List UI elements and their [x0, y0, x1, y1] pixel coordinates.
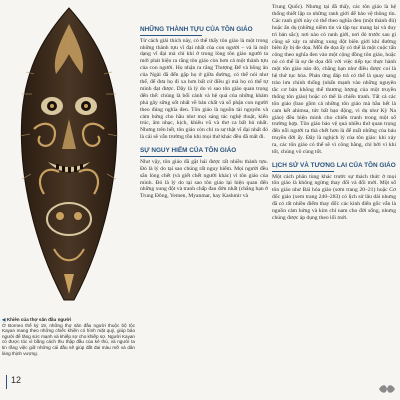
section-paragraph: Từ cách giải thích này, có thể thấy tôn giáo là một trong những thành tựu vĩ đại nhất của con người – và là một dạng vĩ đại mà chỉ khi ở trong lòng tôn giáo người ta mới phát hiện ra rằng tôn giáo còn hơn cả một thành tựu của con người. Họ nhận ra rằng Thượng Đế và hồng ân của Ngài đã đến gặp họ ở giữa đường, có thể nói như thế, để đưa họ đi xa hơn bất cứ điều gì mà họ có thể tự mình đạt được. Dây là lý do vì sao tôn giáo quan trọng đến thế: chúng là bối cảnh và hệ quả của những khám phá gây sững sốt nhất về bản chất và số phận con người theo đúng nghĩa đen. Tôn giáo là nguồn tài nguyên và cảm hứng cho hầu như mọi sáng tác nghệ thuật, kiến trúc, âm nhạc, kịch, khiêu vũ và thơ ca bất hủ nhất. Nhưng trên hết, tôn giáo còn chỉ ra sự thật vĩ đại nhất đó là cái sẽ vẫn trường tồn khi mọi thứ khác đều đã mất đi. — [140, 37, 268, 141]
section-heading: SỰ NGUY HIỂM CỦA TÔN GIÁO — [140, 147, 237, 155]
page-number: 12 — [6, 375, 31, 389]
heading-rule — [140, 35, 202, 36]
heading-rule — [272, 171, 334, 172]
column-right — [272, 4, 396, 222]
section-paragraph: Một cách phân tùng khác trước sự thách thức ở mọi tôn giáo là không ngừng thay đổi và đổi mới. Một số tôn giáo như Bái hỏa giáo (sơm trang 20–21) hoặc Cơ đốc giáo (xem trang 240–283) có lịch sử lâu dài nhưng đã có rất nhiều điểm thay đổi: các kinh điển gốc vẫn là nguồn cảm hứng và kim chỉ nam cho đời sống, nhưng chúng được áp dụng theo lối mới. — [272, 173, 396, 221]
column-left — [140, 26, 268, 200]
section-heading: NHỮNG THÀNH TỰU CỦA TÔN GIÁO — [140, 26, 253, 33]
section-paragraph: Như vậy, tôn giáo đã gặt hái được rất nhiều thành tựu. Đó là lý do tại sao chúng rất nguy hiểm. Mọi người đều sẵn lòng chết (và giết chết người khác) vì tôn giáo của mình. Đó là lý do tại sao tôn giáo lại hiện quan đến những xung đột và tranh chấp đau đớn nhất (chẳng hạn ở Trung Đông, Yemen, Myanmar, hay Kashmir và — [140, 158, 268, 200]
caption-title: Khiên của thợ săn đầu người — [6, 317, 72, 322]
hunter-shield-illustration — [4, 4, 134, 304]
caption-arrow-icon: ◀ — [2, 317, 6, 322]
section-heading: LỊCH SỬ VÀ TƯƠNG LAI CỦA TÔN GIÁO — [272, 161, 396, 169]
caption-text: Ở Borneo thế kỷ 19, những thợ săn đầu người thuộc bộ tộc Kayan mang theo những chiếc khiên có hình mặt quỷ, giúp bảo người để tăng sức mạnh và khiếp sợ cho khiếp sợ. Người Kayan có được tóc vì bằng cách thu thập đầu của kẻ thù, và người ta tin rằng việc giữ những cái đầu sẽ giúp đất đai màu mỡ và dân làng thịnh vượng. — [2, 322, 135, 356]
corner-ornament-icon — [378, 382, 396, 396]
section-paragraph: Trung Quốc). Nhưng tại đã thấy, các tôn giáo là hệ thống thiết lập ra những ranh giới để bảo vệ thông tin. Các ranh giới này có thể theo nghĩa đen (một thành đủ) hoặc ẩn dụ (những niềm tin và tập tục mang lại và duy trì bản sắc); nơi nào có ranh giới, nơi đó trước sau gì cũng sẽ xảy ra những xung đột biên giới khi đường biên ấy bị đe dọa. Mỗi đe dọa ấy có thể là một cuộc tấn công theo nghĩa đen vào một cộng đồng tôn giáo, hoặc nó có thể là sự đe dọa đối với việc tiếp tục thực hành một tôn giáo nào đó, chẳng hạn như điều được coi là hệ thứ tục hóa. Phản ứng đáp trả có thể là quay sang trào lưu chính thống (nhấn mạnh vào những nguyên tắc cơ bản không thể thương lượng của một truyền thống tôn giáo) hoặc có thể là chiến tranh. Tất cả các tôn giáo (bao gồm cả những tôn giáo mà hầu hết là cam kết ahimsa, tức bất bạo động, vì dụ như Kỳ Na giáo) đều biện minh cho chiến tranh trong một số trường hợp. Tôn giáo bảo vệ quá nhiều thứ quan trọng đến nỗi người ta thà chết hơn là để mất những của báu truyền đời ấy. Đây là nghịch lý của tôn giáo: khi xảy ra, các tôn giáo có thể sẽ vì công bằng, chỉ bởi vì khi tốt, chúng vô cùng tốt. — [272, 4, 396, 156]
hunter-shield-image — [4, 4, 134, 304]
image-caption — [2, 317, 135, 356]
heading-rule — [140, 156, 202, 157]
